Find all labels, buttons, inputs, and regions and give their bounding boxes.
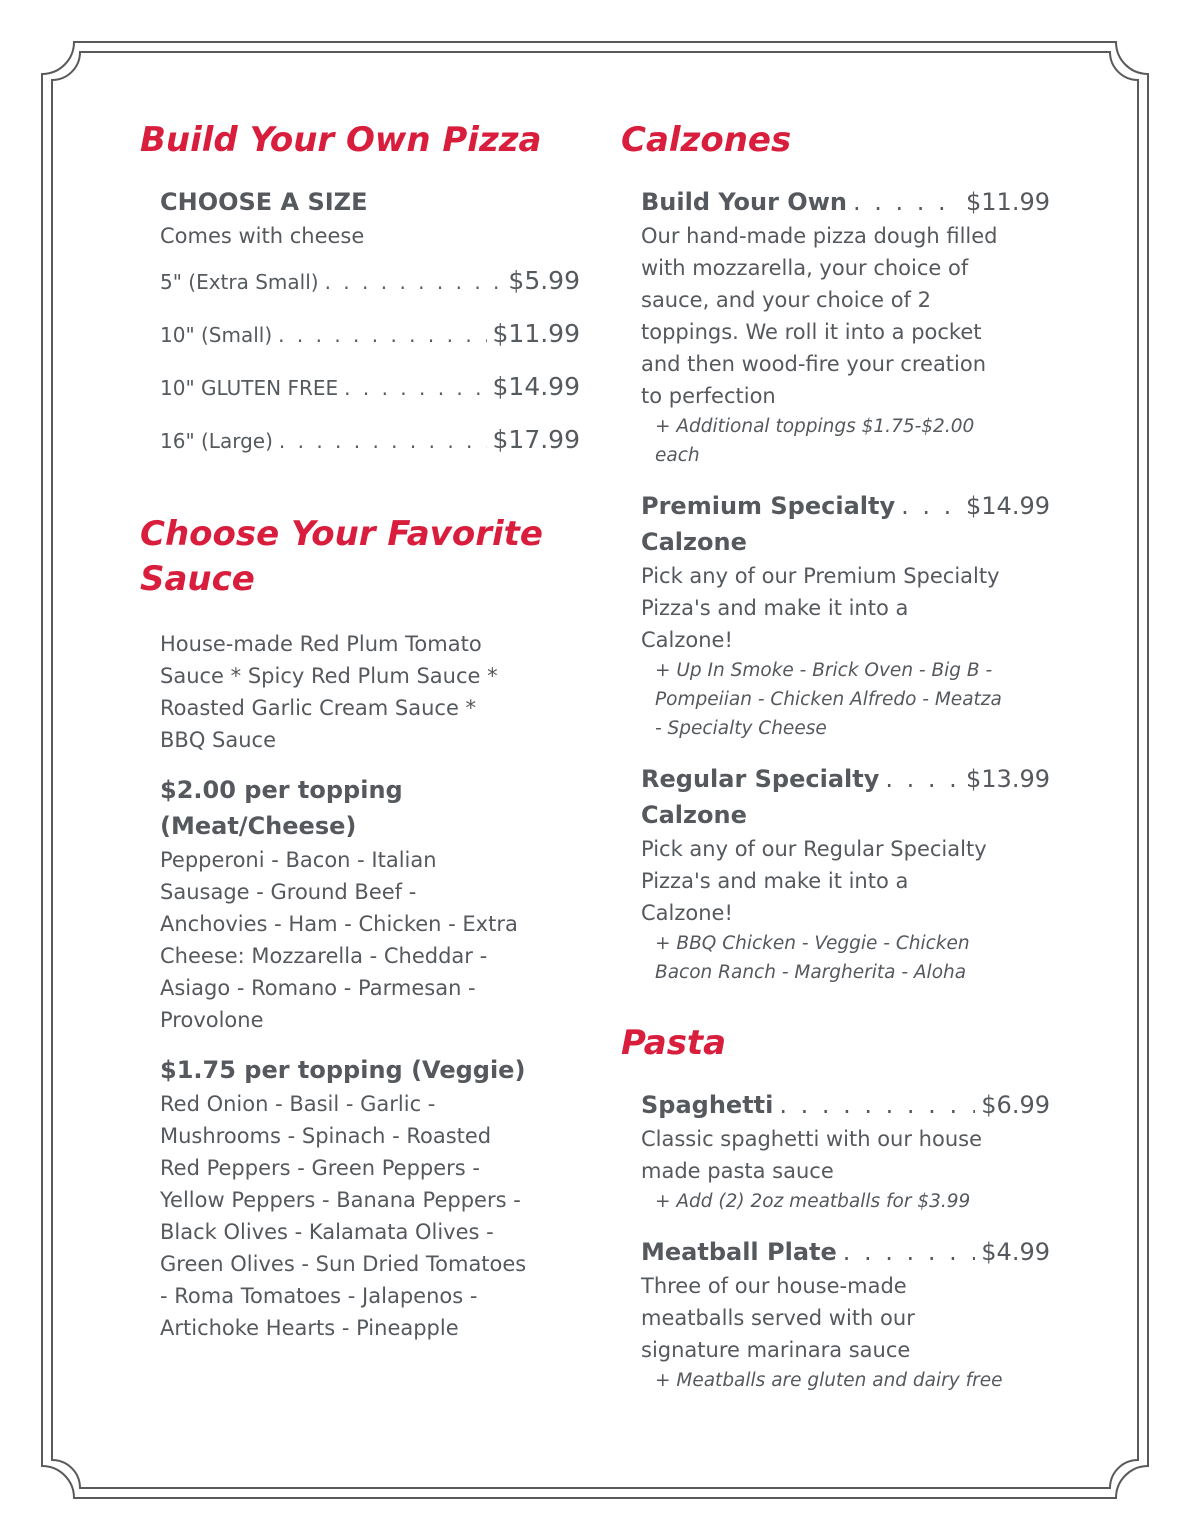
menu-item	[641, 184, 1050, 470]
size-row	[160, 319, 580, 372]
item-price: $11.99	[966, 188, 1050, 216]
item-header	[641, 1234, 1050, 1270]
item-note: + Meatballs are gluten and dairy free	[655, 1370, 1003, 1391]
dot-leader	[901, 488, 960, 524]
size-price: $17.99	[492, 425, 580, 454]
meat-toppings-title: $2.00 per topping (Meat/Cheese)	[160, 776, 403, 840]
item-name: Regular Specialty	[641, 765, 880, 793]
size-row	[160, 266, 580, 319]
build-pizza-heading: Build Your Own Pizza	[140, 120, 542, 160]
size-list	[160, 266, 580, 478]
dot-leader	[278, 323, 486, 347]
size-subtitle: Comes with cheese	[160, 224, 365, 248]
sauce-section	[160, 628, 580, 1344]
sauce-list: House-made Red Plum Tomato Sauce * Spicy Red Plum Sauce * Roasted Garlic Cream Sauce * BBQ Sauce	[160, 632, 498, 752]
item-description: Three of our house-made meatballs served with our signature marinara sauce	[641, 1274, 915, 1362]
item-header	[641, 488, 1050, 524]
item-description: Classic spaghetti with our house made pasta sauce	[641, 1127, 983, 1183]
menu-item	[641, 1087, 1050, 1216]
item-header	[641, 1087, 1050, 1123]
item-price: $14.99	[966, 492, 1050, 520]
item-price: $4.99	[981, 1238, 1050, 1266]
item-name-line2: Calzone	[641, 528, 747, 556]
item-note: + Additional toppings $1.75-$2.00 each	[655, 416, 975, 466]
size-section	[160, 184, 580, 478]
item-note: + BBQ Chicken - Veggie - Chicken Bacon Ranch - Margherita - Aloha	[655, 933, 970, 983]
size-label: 10" (Small)	[160, 323, 273, 347]
veggie-toppings-title: $1.75 per topping (Veggie)	[160, 1056, 526, 1084]
veggie-toppings	[160, 1052, 580, 1344]
item-note: + Add (2) 2oz meatballs for $3.99	[655, 1191, 971, 1212]
sauce-heading: Choose Your Favorite Sauce	[140, 514, 543, 599]
item-name: Spaghetti	[641, 1091, 774, 1119]
dot-leader	[853, 184, 960, 220]
item-header	[641, 761, 1050, 797]
size-price: $14.99	[492, 372, 580, 401]
item-description: Pick any of our Premium Specialty Pizza's and make it into a Calzone!	[641, 564, 1000, 652]
meat-toppings	[160, 772, 580, 1036]
item-name: Meatball Plate	[641, 1238, 837, 1266]
item-price: $6.99	[981, 1091, 1050, 1119]
calzone-list	[641, 184, 1050, 987]
veggie-toppings-list: Red Onion - Basil - Garlic - Mushrooms - Spinach - Roasted Red Peppers - Green Peppers - Yellow Peppers - Banana Peppers - Black Olives - Kalamata Olives - Green Olives - Sun Dried Tomatoes - Roma Tomatoes - Jalapenos - Artichoke Hearts - Pineapple	[160, 1092, 527, 1340]
item-name-line2: Calzone	[641, 801, 747, 829]
size-row	[160, 425, 580, 478]
size-label: 10" GLUTEN FREE	[160, 376, 339, 400]
item-name: Premium Specialty	[641, 492, 896, 520]
size-label: 16" (Large)	[160, 429, 273, 453]
meat-toppings-list: Pepperoni - Bacon - Italian Sausage - Ground Beef - Anchovies - Ham - Chicken - Extra Cheese: Mozzarella - Cheddar - Asiago - Romano - Parmesan - Provolone	[160, 848, 518, 1032]
item-name: Build Your Own	[641, 188, 847, 216]
dot-leader	[885, 761, 960, 797]
menu-item	[641, 761, 1050, 987]
size-row	[160, 372, 580, 425]
dot-leader	[325, 270, 503, 294]
dot-leader	[843, 1234, 976, 1270]
item-note: + Up In Smoke - Brick Oven - Big B - Pompeiian - Chicken Alfredo - Meatza - Specialty Cheese	[655, 660, 1002, 739]
calzones-heading: Calzones	[621, 120, 792, 160]
item-price: $13.99	[966, 765, 1050, 793]
dot-leader	[779, 1087, 975, 1123]
size-price: $11.99	[492, 319, 580, 348]
dot-leader	[344, 376, 486, 400]
item-header	[641, 184, 1050, 220]
size-title: CHOOSE A SIZE	[160, 188, 368, 216]
menu-item	[641, 1234, 1050, 1395]
item-description: Pick any of our Regular Specialty Pizza's and make it into a Calzone!	[641, 837, 987, 925]
size-label: 5" (Extra Small)	[160, 270, 319, 294]
left-column	[140, 118, 580, 1344]
pasta-heading: Pasta	[621, 1023, 727, 1063]
menu-item	[641, 488, 1050, 743]
dot-leader	[279, 429, 487, 453]
right-column	[621, 118, 1050, 1395]
pasta-list	[641, 1087, 1050, 1395]
size-price: $5.99	[508, 266, 580, 295]
item-description: Our hand-made pizza dough filled with mozzarella, your choice of sauce, and your choice of 2 toppings. We roll it into a pocket and then wood-fire your creation to perfection	[641, 224, 998, 408]
